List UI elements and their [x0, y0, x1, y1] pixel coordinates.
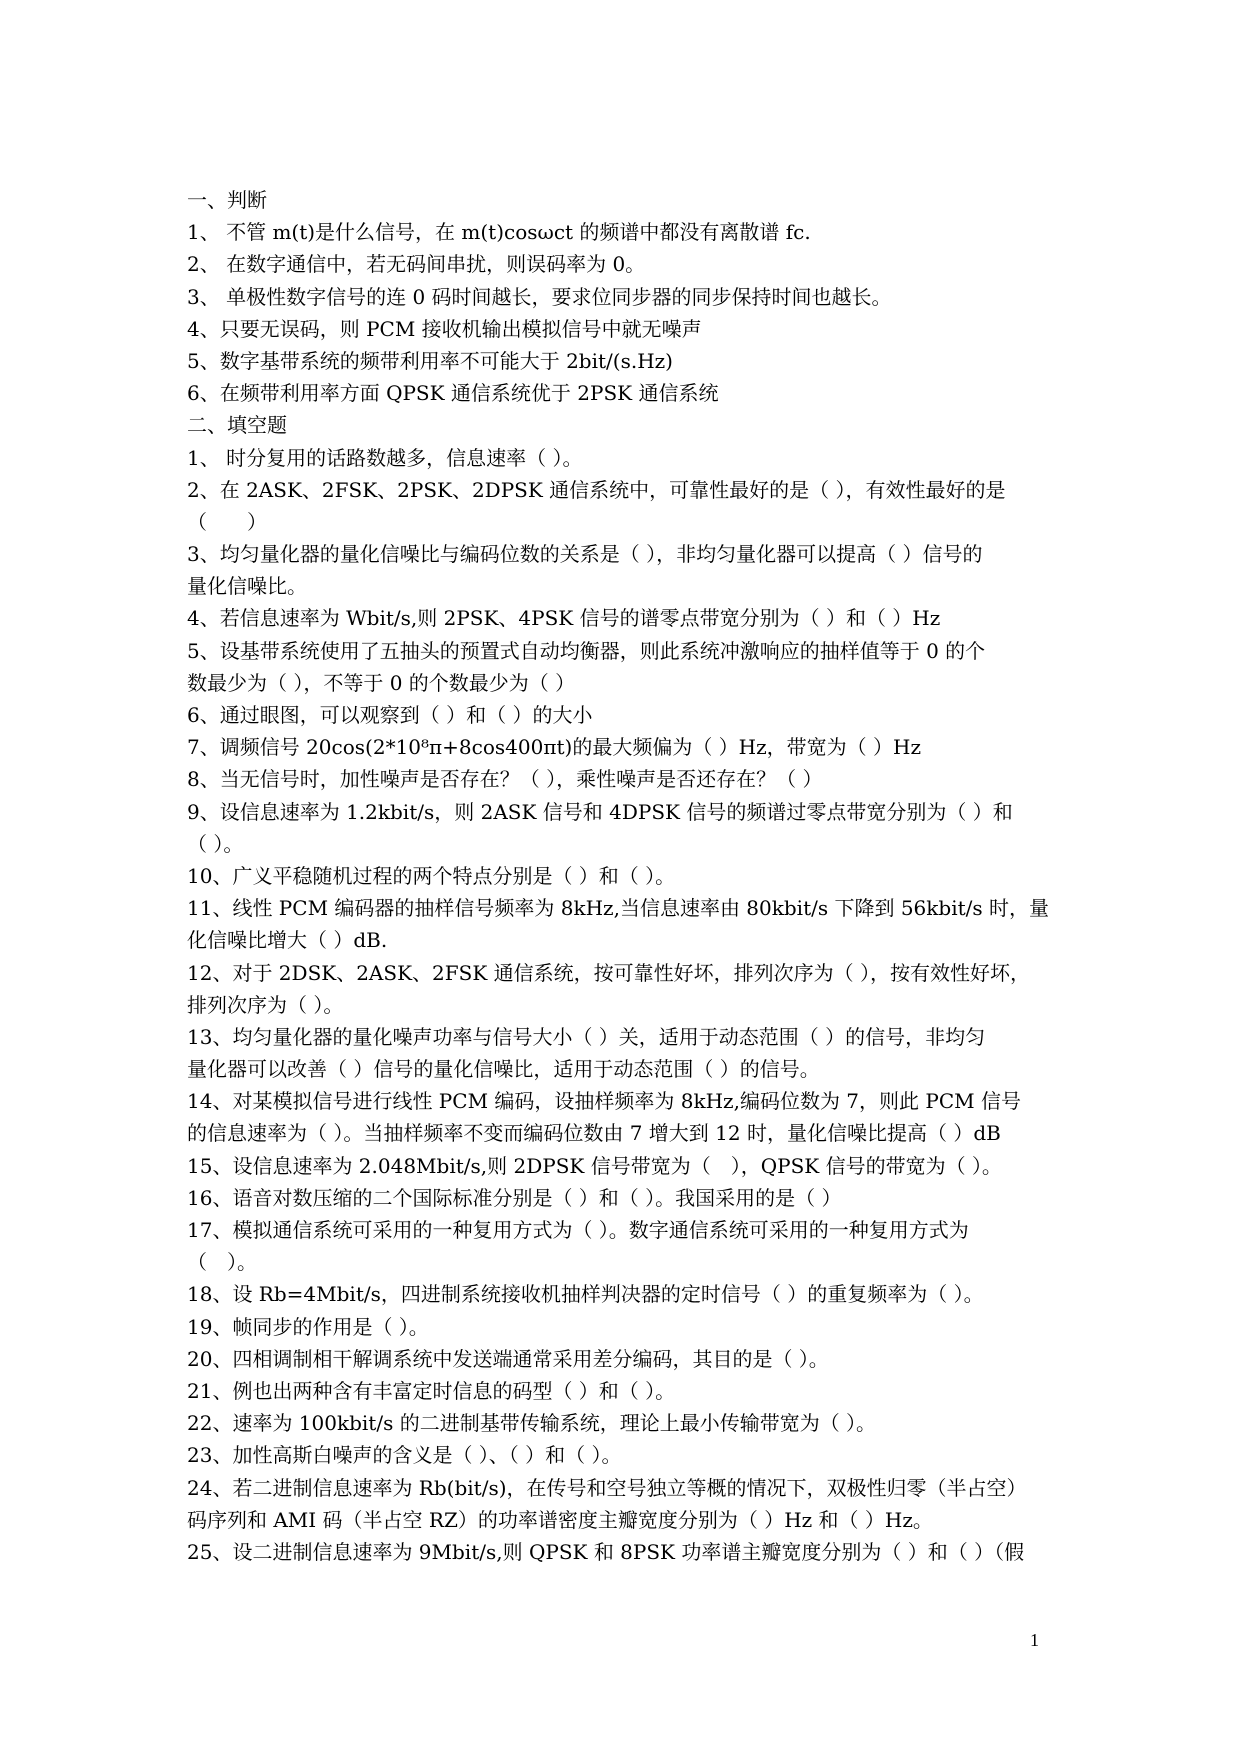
text-line: 量化信噪比。: [187, 574, 307, 599]
text-line: 8、当无信号时，加性噪声是否存在？（ ），乘性噪声是否还存在？（ ）: [187, 767, 823, 792]
text-line: 23、加性高斯白噪声的含义是（ ）、（ ）和（ ）。: [187, 1443, 622, 1468]
text-line: 9、设信息速率为 1.2kbit/s，则 2ASK 信号和 4DPSK 信号的频谱过零点带宽分别为（ ）和: [187, 799, 1013, 824]
text-line: （ ）。: [187, 1250, 257, 1275]
text-line: 1、 时分复用的话路数越多，信息速率（ ）。: [187, 445, 583, 470]
text-line: 21、例也出两种含有丰富定时信息的码型（ ）和（ ）。: [187, 1378, 676, 1403]
text-line: 22、速率为 100kbit/s 的二进制基带传输系统，理论上最小传输带宽为（ ）。: [187, 1411, 877, 1436]
page-number: 1: [1030, 1630, 1039, 1650]
text-line: 5、数字基带系统的频带利用率不可能大于 2bit/(s.Hz): [187, 348, 673, 373]
text-line: 码序列和 AMI 码（半占空 RZ）的功率谱密度主瓣宽度分别为（ ）Hz 和（ ）Hz。: [187, 1507, 933, 1532]
text-line: 12、对于 2DSK、2ASK、2FSK 通信系统，按可靠性好坏，排列次序为（ ），按有效性好坏，: [187, 960, 1030, 985]
text-line: 18、设 Rb=4Mbit/s，四进制系统接收机抽样判决器的定时信号（ ）的重复频率为（ ）。: [187, 1282, 984, 1307]
text-line: 15、设信息速率为 2.048Mbit/s,则 2DPSK 信号带宽为（ ），QPSK 信号的带宽为（ ）。: [187, 1153, 1002, 1178]
text-line: 的信息速率为（ ）。当抽样频率不变而编码位数由 7 增大到 12 时，量化信噪比提高（ ）dB: [187, 1121, 1001, 1146]
text-line: （ ）: [187, 509, 267, 534]
text-line: 11、线性 PCM 编码器的抽样信号频率为 8kHz,当信息速率由 80kbit/s 下降到 56kbit/s 时，量: [187, 896, 1049, 921]
document-body: [187, 184, 1067, 1568]
text-line: （ ）。: [187, 831, 244, 856]
text-line: 数最少为（ ），不等于 0 的个数最少为（ ）: [187, 670, 576, 695]
text-line: 16、语音对数压缩的二个国际标准分别是（ ）和（ ）。我国采用的是（ ）: [187, 1185, 842, 1210]
text-line: 17、模拟通信系统可采用的一种复用方式为（ ）。数字通信系统可采用的一种复用方式为: [187, 1218, 969, 1242]
section-heading-judgement: 一、判断: [187, 188, 267, 212]
text-line: 7、调频信号 20cos(2*10⁸π+8cos400πt)的最大频偏为（ ）Hz，带宽为（ ）Hz: [187, 735, 921, 760]
text-line: 19、帧同步的作用是（ ）。: [187, 1314, 429, 1339]
text-line: 1、 不管 m(t)是什么信号，在 m(t)cosωct 的频谱中都没有离散谱 fc.: [187, 220, 811, 245]
text-line: 25、设二进制信息速率为 9Mbit/s,则 QPSK 和 8PSK 功率谱主瓣宽度分别为（ ）和（ ）（假: [187, 1539, 1025, 1564]
text-line: 2、在 2ASK、2FSK、2PSK、2DPSK 通信系统中，可靠性最好的是（ ），有效性最好的是: [187, 477, 1006, 502]
text-line: 6、在频带利用率方面 QPSK 通信系统优于 2PSK 通信系统: [187, 381, 719, 406]
text-line: 10、广义平稳随机过程的两个特点分别是（ ）和（ ）。: [187, 863, 676, 888]
text-line: 4、若信息速率为 Wbit/s,则 2PSK、4PSK 信号的谱零点带宽分别为（ ）和（ ）Hz: [187, 606, 941, 631]
text-line: 2、 在数字通信中，若无码间串扰，则误码率为 0。: [187, 252, 646, 277]
text-line: 5、设基带系统使用了五抽头的预置式自动均衡器，则此系统冲激响应的抽样值等于 0 的个: [187, 638, 986, 663]
text-line: 13、均匀量化器的量化噪声功率与信号大小（ ）关，适用于动态范围（ ）的信号，非均匀: [187, 1024, 986, 1049]
text-line: 排列次序为（ ）。: [187, 992, 344, 1017]
text-line: 6、通过眼图，可以观察到（ ）和（ ）的大小: [187, 703, 593, 727]
text-line: 3、 单极性数字信号的连 0 码时间越长，要求位同步器的同步保持时间也越长。: [187, 284, 892, 309]
text-line: 14、对某模拟信号进行线性 PCM 编码，设抽样频率为 8kHz,编码位数为 7，则此 PCM 信号: [187, 1089, 1021, 1114]
text-line: 20、四相调制相干解调系统中发送端通常采用差分编码，其目的是（ ）。: [187, 1346, 829, 1371]
text-line: 24、若二进制信息速率为 Rb(bit/s)，在传号和空号独立等概的情况下，双极性归零（半占空）: [187, 1475, 1027, 1500]
text-line: 4、只要无误码，则 PCM 接收机输出模拟信号中就无噪声: [187, 316, 702, 341]
text-line: 量化器可以改善（ ）信号的量化信噪比，适用于动态范围（ ）的信号。: [187, 1057, 820, 1082]
section-heading-fill-in: 二、填空题: [187, 413, 287, 438]
text-line: 化信噪比增大（ ）dB.: [187, 928, 388, 953]
text-line: 3、均匀量化器的量化信噪比与编码位数的关系是（ ），非均匀量化器可以提高（ ）信号的: [187, 542, 983, 567]
